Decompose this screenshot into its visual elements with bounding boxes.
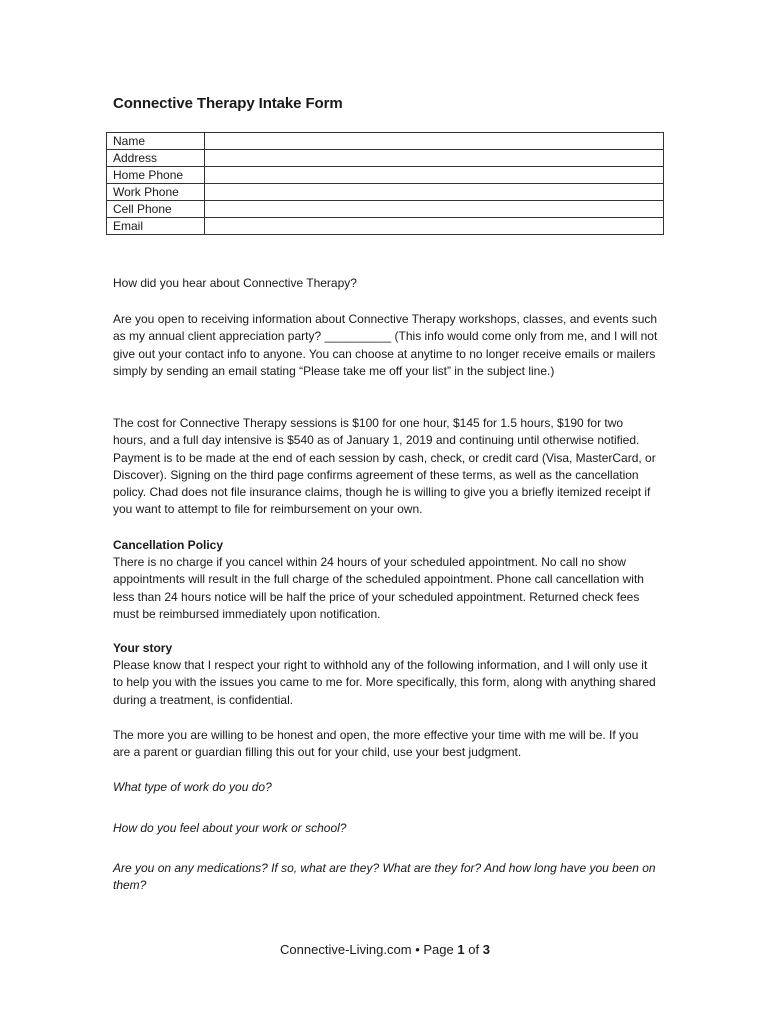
field-label-email: Email xyxy=(107,218,205,235)
cancellation-text: There is no charge if you cancel within 24 hours of your scheduled appointment. No call no show appointments will result in the full charge of the scheduled appointment. Phone call cancellation with less than 24 hours notice will be half the price of your scheduled appointment. Returned check fees must be reimbursed immediately upon notification. xyxy=(113,555,644,621)
table-row xyxy=(107,167,664,184)
field-label-home-phone: Home Phone xyxy=(107,167,205,184)
field-label-cell-phone: Cell Phone xyxy=(107,201,205,218)
work-phone-field[interactable] xyxy=(205,184,664,201)
page-title: Connective Therapy Intake Form xyxy=(113,95,343,112)
table-row xyxy=(107,218,664,235)
name-field[interactable] xyxy=(205,133,664,150)
footer-separator: • xyxy=(415,942,420,957)
address-field[interactable] xyxy=(205,150,664,167)
story-text-1: Please know that I respect your right to withhold any of the following information, and I will only use it to help you with the issues you came to me for. More specifically, this form, along with anything shared during a treatment, is confidential. xyxy=(113,658,656,707)
field-label-name: Name xyxy=(107,133,205,150)
email-field[interactable] xyxy=(205,218,664,235)
table-row xyxy=(107,133,664,150)
question-open-to-info: Are you open to receiving information about Connective Therapy workshops, classes, and events such as my annual client appreciation party? __________ (This info would come only from me, and I will not give out your contact info to anyone. You can choose at anytime to no longer receive emails or mailers simply by sending an email stating “Please take me off your list” in the subject line.) xyxy=(113,312,658,378)
question-work-type: What type of work do you do? xyxy=(113,780,272,794)
story-heading: Your story xyxy=(113,641,173,655)
footer-page-number: 1 xyxy=(457,942,465,957)
footer-site: Connective-Living.com xyxy=(280,942,412,957)
question-feel-about-work: How do you feel about your work or school? xyxy=(113,821,347,835)
field-label-address: Address xyxy=(107,150,205,167)
footer-page-word: Page xyxy=(423,942,454,957)
footer-page-total: 3 xyxy=(482,942,490,957)
cost-paragraph: The cost for Connective Therapy sessions is $100 for one hour, $145 for 1.5 hours, $190 for two hours, and a full day intensive is $540 as of January 1, 2019 and continuing until otherwise notified. Payment is to be made at the end of each session by cash, check, or credit card (Visa, MasterCard, or Discover). Signing on the third page confirms agreement of these terms, as well as the cancellation policy. Chad does not file insurance claims, though he is willing to give you a briefly itemized receipt if you want to attempt to file for reimbursement on your own. xyxy=(113,416,656,517)
question-hear-about: How did you hear about Connective Therapy? xyxy=(113,276,357,290)
contact-info-table xyxy=(106,132,664,235)
table-row xyxy=(107,150,664,167)
table-row xyxy=(107,184,664,201)
table-row xyxy=(107,201,664,218)
story-text-2: The more you are willing to be honest and open, the more effective your time with me will be. If you are a parent or guardian filling this out for your child, use your best judgment. xyxy=(113,728,639,760)
cancellation-heading: Cancellation Policy xyxy=(113,538,224,552)
field-label-work-phone: Work Phone xyxy=(107,184,205,201)
home-phone-field[interactable] xyxy=(205,167,664,184)
footer-of-word: of xyxy=(468,942,480,957)
page-footer xyxy=(0,942,770,957)
cell-phone-field[interactable] xyxy=(205,201,664,218)
question-medications: Are you on any medications? If so, what are they? What are they for? And how long have you been on them? xyxy=(113,861,656,893)
